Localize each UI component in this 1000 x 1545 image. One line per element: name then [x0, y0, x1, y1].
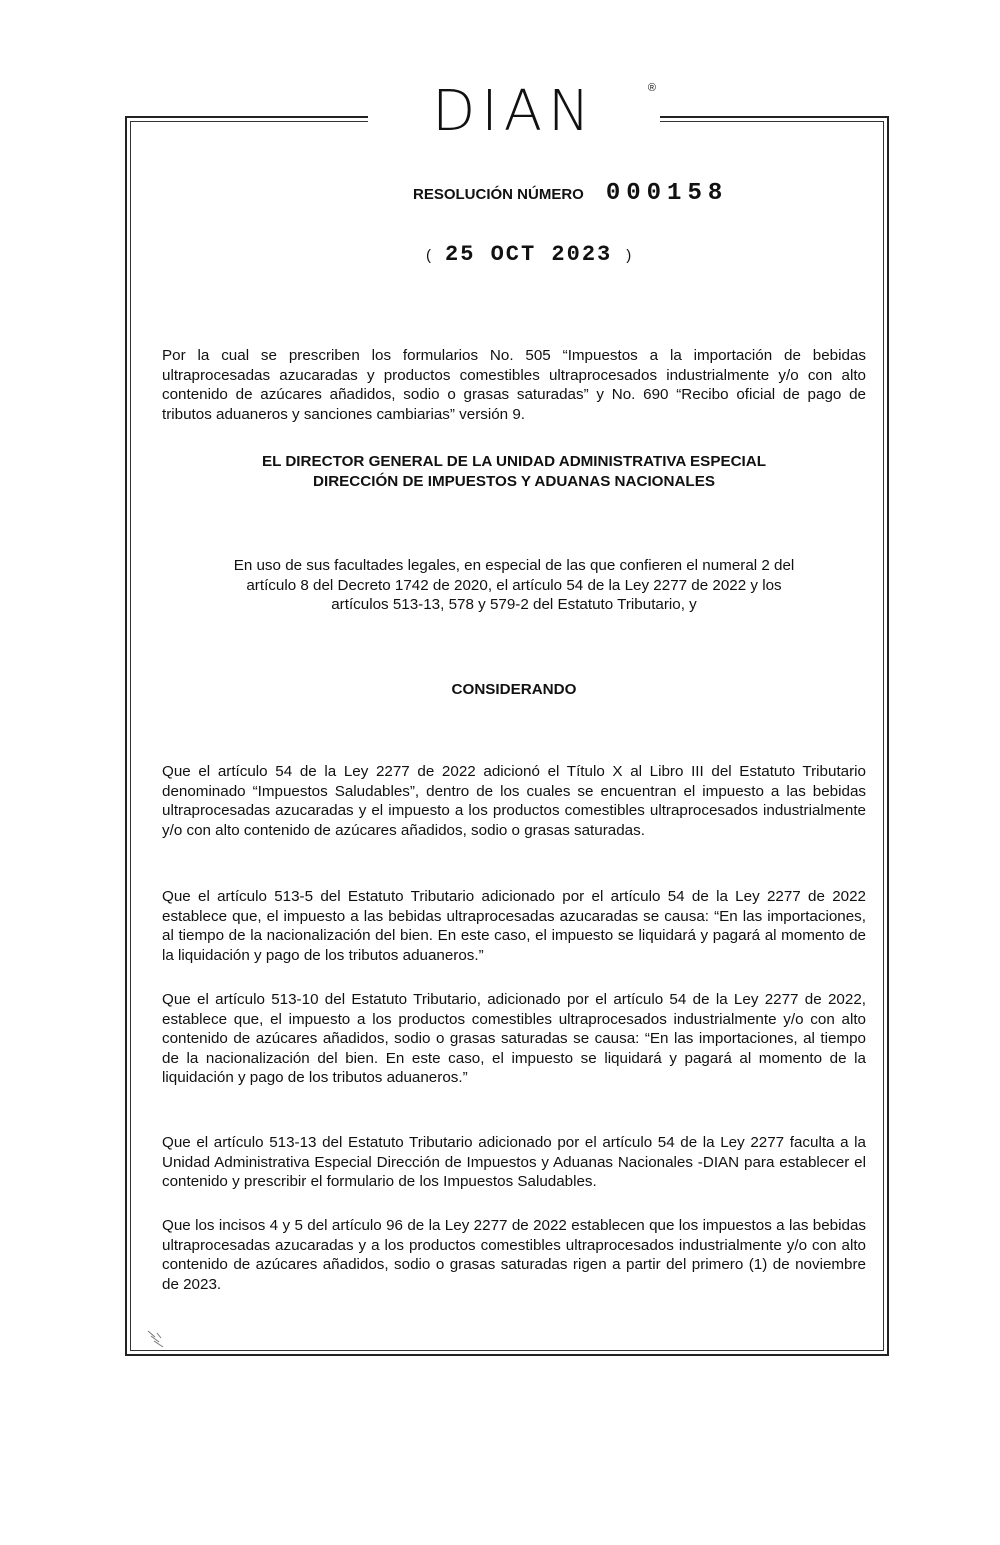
registered-mark: ®: [647, 82, 656, 94]
authority-line-2: DIRECCIÓN DE IMPUESTOS Y ADUANAS NACIONALES: [313, 473, 715, 490]
date-close-paren: ): [626, 247, 632, 264]
considering-title: CONSIDERANDO: [451, 681, 577, 698]
consideration-1: Que el artículo 54 de la Ley 2277 de 2022 adicionó el Título X al Libro III del Estatuto Tributario denominado “Impuestos Saludables”, dentro de los cuales se encuentran el impuesto a las bebidas ultraprocesadas azucaradas y el impuesto a los productos comestibles ultraprocesados industrialmente y/o con alto contenido de azúcares añadidos, sodio o grasas saturadas.: [162, 763, 866, 839]
resolution-number: 000158: [605, 180, 729, 207]
authority-heading: [162, 452, 866, 492]
initials-mark-icon: [145, 1327, 169, 1351]
authority-line-1: EL DIRECTOR GENERAL DE LA UNIDAD ADMINISTRATIVA ESPECIAL: [261, 453, 767, 470]
powers-paragraph: En uso de sus facultades legales, en especial de las que confieren el numeral 2 del artículo 8 del Decreto 1742 de 2020, el artículo 54 de la Ley 2277 de 2022 y los artículos 513-13, 578 y 579-2 del Estatuto Tributario, y: [233, 557, 795, 613]
logo-text: DIAN: [432, 79, 596, 144]
consideration-5: Que los incisos 4 y 5 del artículo 96 de la Ley 2277 de 2022 establecen que los impuestos a las bebidas ultraprocesadas azucaradas y a los productos comestibles ultraprocesados industrialmente y/o con alto contenido de azúcares añadidos, sodio o grasas saturadas rigen a partir del primero (1) de noviembre de 2023.: [162, 1217, 866, 1293]
resolution-header: [413, 180, 728, 207]
consideration-2: Que el artículo 513-5 del Estatuto Tributario adicionado por el artículo 54 de la Ley 2277 de 2022 establece que, el impuesto a las bebidas ultraprocesadas azucaradas se causa: “En las importaciones, al tiempo de la nacionalización del bien. En este caso, el impuesto se liquidará y pagará al momento de la liquidación y pago de los tributos aduaneros.”: [162, 888, 866, 964]
summary-paragraph: Por la cual se prescriben los formularios No. 505 “Impuestos a la importación de bebidas ultraprocesadas azucaradas y productos comestibles ultraprocesados industrialmente y/o con alto contenido de azúcares añadidos, sodio o grasas saturadas” y No. 690 “Recibo oficial de pago de tributos aduaneros y sanciones cambiarias” versión 9.: [162, 347, 866, 423]
consideration-3: Que el artículo 513-10 del Estatuto Tributario, adicionado por el artículo 54 de la Ley 2277 de 2022, establece que, el impuesto a los productos comestibles ultraprocesados industrialmente y/o con alto contenido de azúcares añadidos, sodio o grasas saturadas se causa: “En las importaciones, al tiempo de la nacionalización del bien. En este caso, el impuesto se liquidará y pagará al momento de la liquidación y pago de los tributos aduaneros.”: [162, 991, 866, 1086]
dian-logo: [368, 79, 660, 144]
resolution-date: [426, 242, 631, 267]
date-stamp: 25 OCT 2023: [445, 242, 613, 267]
resolution-label: RESOLUCIÓN NÚMERO: [413, 186, 584, 203]
date-open-paren: (: [426, 247, 431, 264]
consideration-4: Que el artículo 513-13 del Estatuto Tributario adicionado por el artículo 54 de la Ley 2277 faculta a la Unidad Administrativa Especial Dirección de Impuestos y Aduanas Nacionales -DIAN para establecer el contenido y prescribir el formulario de los Impuestos Saludables.: [162, 1134, 866, 1190]
